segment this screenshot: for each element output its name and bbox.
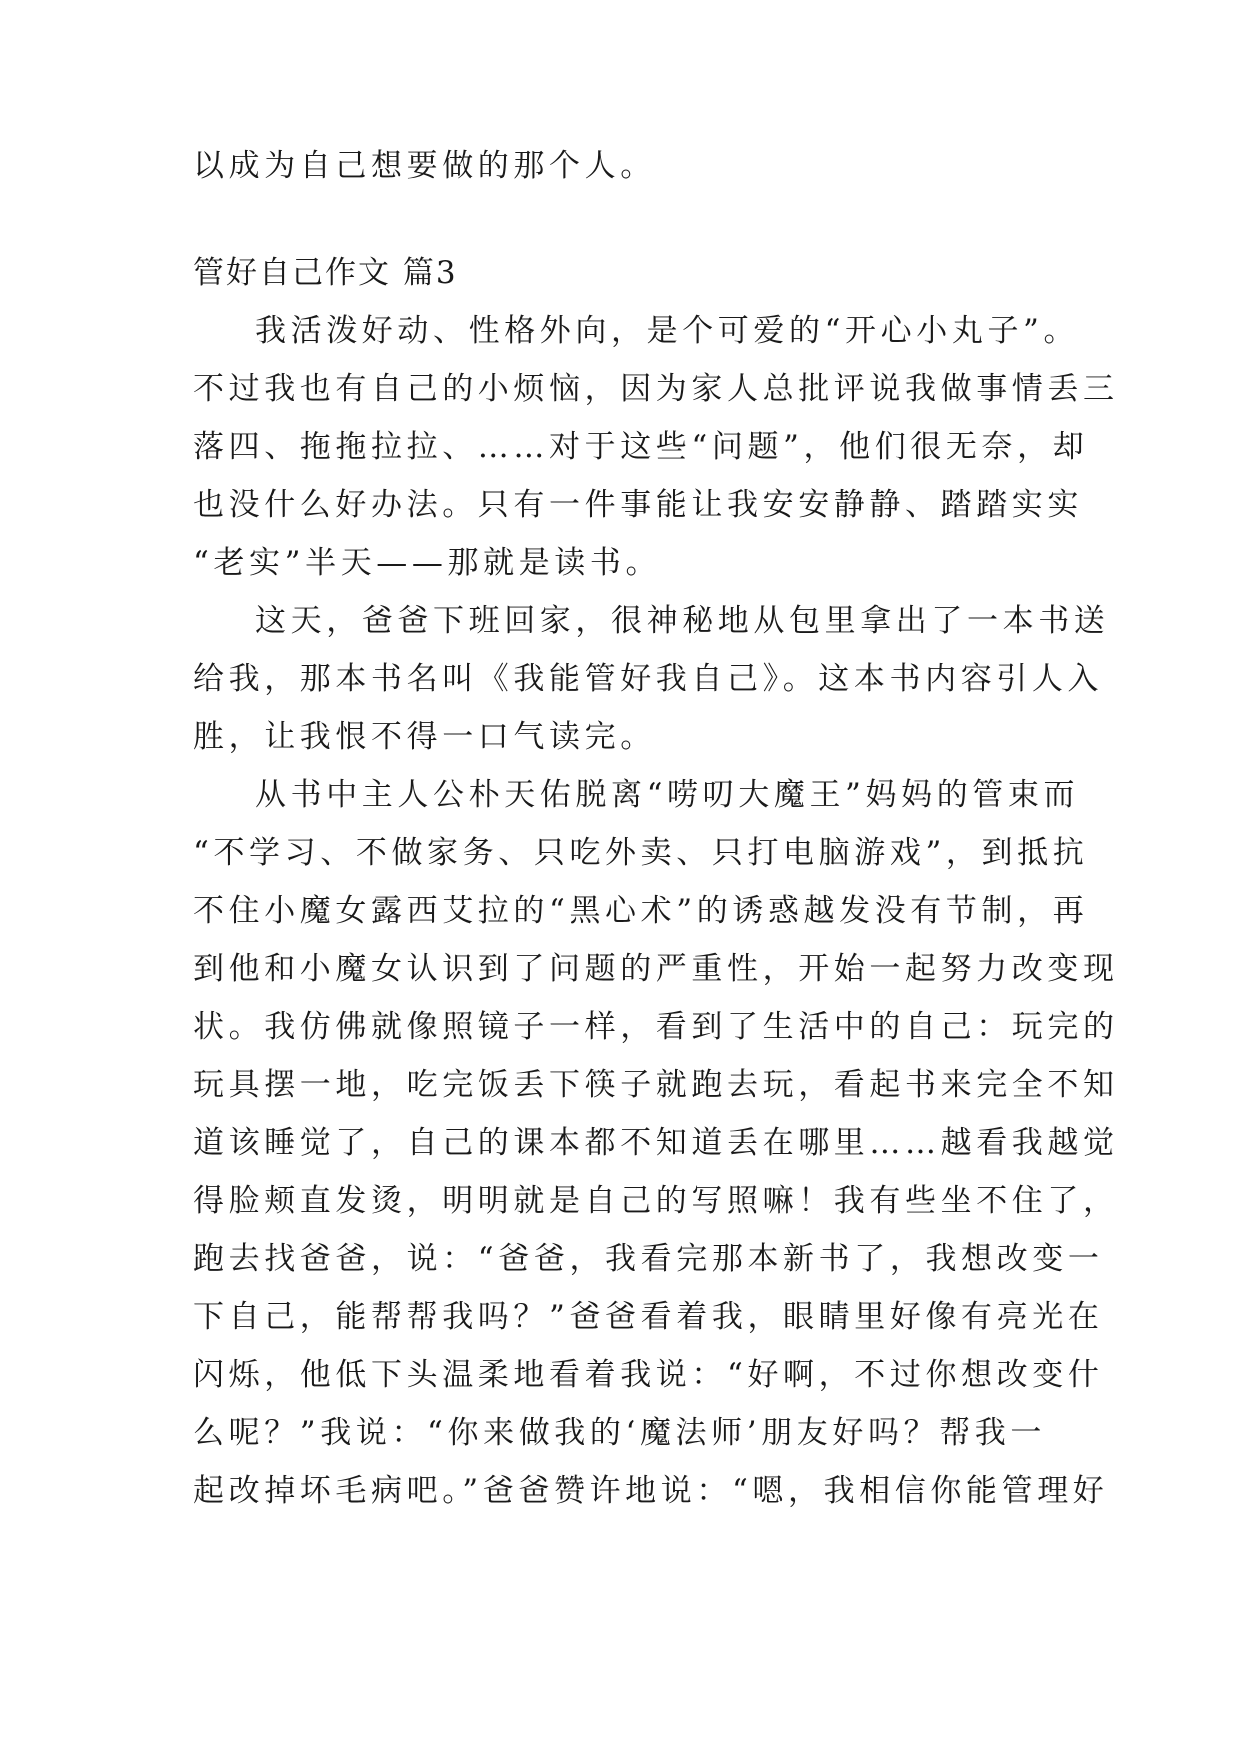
paragraph-3-line-11: 闪烁，他低下头温柔地看着我说：“好啊，不过你想改变什 xyxy=(193,1357,1104,1393)
paragraph-3-line-13: 起改掉坏毛病吧。”爸爸赞许地说：“嗯，我相信你能管理好 xyxy=(193,1473,1109,1509)
paragraph-1-line-5: “老实”半天——那就是读书。 xyxy=(193,545,662,581)
previous-text-tail: 以成为自己想要做的那个人。 xyxy=(193,148,656,184)
paragraph-1-line-3: 落四、拖拖拉拉、……对于这些“问题”，他们很无奈，却 xyxy=(193,429,1089,465)
paragraph-3-line-3: 不住小魔女露西艾拉的“黑心术”的诱惑越发没有节制，再 xyxy=(193,893,1089,929)
paragraph-3-line-5: 状。我仿佛就像照镜子一样，看到了生活中的自己：玩完的 xyxy=(193,1009,1119,1045)
paragraph-3-line-8: 得脸颊直发烫，明明就是自己的写照嘛！我有些坐不住了， xyxy=(193,1183,1119,1219)
paragraph-2-line-2: 给我，那本书名叫《我能管好我自己》。这本书内容引人入 xyxy=(193,661,1104,697)
paragraph-3-line-2: “不学习、不做家务、只吃外卖、只打电脑游戏”，到抵抗 xyxy=(193,835,1089,871)
section-title: 管好自己作文 篇3 xyxy=(193,255,458,291)
paragraph-3-line-4: 到他和小魔女认识到了问题的严重性，开始一起努力改变现 xyxy=(193,951,1119,987)
paragraph-3-line-10: 下自己，能帮帮我吗？”爸爸看着我，眼睛里好像有亮光在 xyxy=(193,1299,1104,1335)
paragraph-1-line-4: 也没什么好办法。只有一件事能让我安安静静、踏踏实实 xyxy=(193,487,1083,523)
paragraph-3-line-7: 道该睡觉了，自己的课本都不知道丢在哪里……越看我越觉 xyxy=(193,1125,1119,1161)
paragraph-2-line-3: 胜，让我恨不得一口气读完。 xyxy=(193,719,656,755)
paragraph-3-line-6: 玩具摆一地，吃完饭丢下筷子就跑去玩，看起书来完全不知 xyxy=(193,1067,1119,1103)
paragraph-3-line-12: 么呢？”我说：“你来做我的‘魔法师’朋友好吗？帮我一 xyxy=(193,1415,1047,1451)
paragraph-3-line-9: 跑去找爸爸，说：“爸爸，我看完那本新书了，我想改变一 xyxy=(193,1241,1104,1277)
paragraph-1-line-1: 我活泼好动、性格外向，是个可爱的“开心小丸子”。 xyxy=(255,313,1080,349)
paragraph-2-line-1: 这天，爸爸下班回家，很神秘地从包里拿出了一本书送 xyxy=(255,603,1110,639)
paragraph-3-line-1: 从书中主人公朴天佑脱离“唠叨大魔王”妈妈的管束而 xyxy=(255,777,1080,813)
paragraph-1-line-2: 不过我也有自己的小烦恼，因为家人总批评说我做事情丢三 xyxy=(193,371,1119,407)
